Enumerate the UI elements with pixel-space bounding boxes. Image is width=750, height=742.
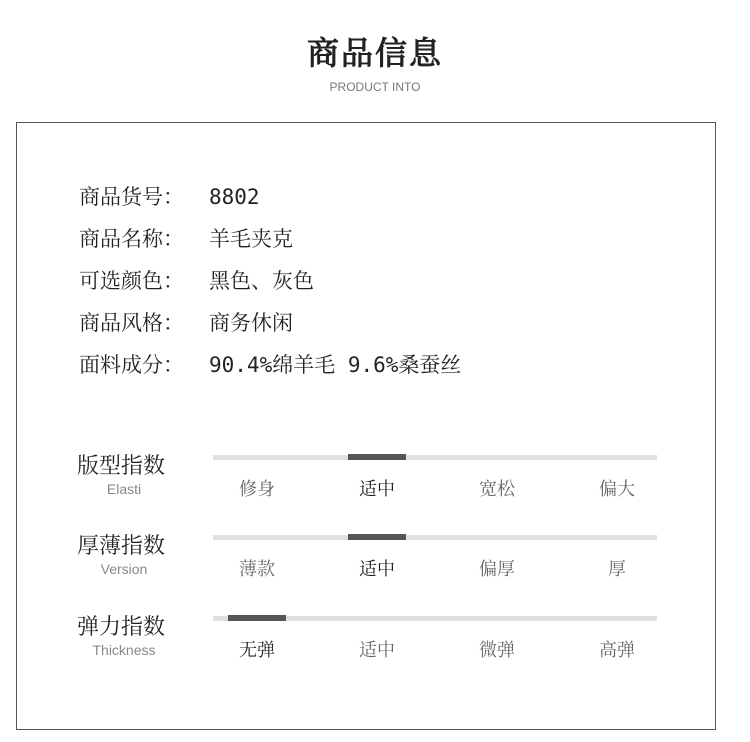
index-subtitle: Elasti [106, 481, 142, 497]
info-value: 黑色、灰色 [209, 269, 314, 293]
thickness-index [17, 529, 717, 599]
index-option: 高弹 [599, 640, 635, 661]
info-value: 8802 [209, 185, 260, 209]
index-track [213, 455, 657, 460]
index-option: 适中 [359, 640, 395, 661]
index-title: 厚薄指数 [77, 534, 166, 559]
info-label: 商品名称： [79, 227, 184, 251]
info-label: 可选颜色： [79, 269, 184, 293]
index-option: 微弹 [479, 640, 515, 661]
elasticity-index [17, 610, 717, 680]
index-subtitle: Version [100, 561, 148, 577]
index-option: 修身 [239, 479, 275, 500]
index-title: 版型指数 [77, 454, 166, 479]
info-label: 商品风格： [79, 311, 184, 335]
info-row-style [79, 307, 293, 339]
info-row-colors [79, 265, 314, 297]
info-row-fabric [79, 349, 461, 381]
index-track [213, 535, 657, 540]
fit-index [17, 449, 717, 519]
info-label: 面料成分： [79, 353, 184, 377]
index-track [213, 616, 657, 621]
index-option: 偏大 [599, 479, 635, 500]
info-row-sku [79, 181, 260, 213]
index-option: 适中 [359, 559, 395, 580]
info-value: 商务休闲 [209, 311, 293, 335]
product-info-panel [16, 122, 716, 730]
index-options [197, 555, 677, 581]
info-row-name [79, 223, 293, 255]
index-option: 偏厚 [479, 559, 515, 580]
index-marker [348, 454, 406, 460]
info-value: 羊毛夹克 [209, 227, 293, 251]
index-option: 无弹 [239, 640, 275, 661]
index-options [197, 636, 677, 662]
page-subtitle: PRODUCT INTO [329, 80, 421, 94]
index-marker [228, 615, 286, 621]
info-value: 90.4%绵羊毛 9.6%桑蚕丝 [209, 353, 462, 377]
index-subtitle: Thickness [92, 642, 156, 658]
index-option: 薄款 [239, 559, 275, 580]
index-marker [348, 534, 406, 540]
index-title: 弹力指数 [77, 615, 166, 640]
index-option: 宽松 [479, 479, 515, 500]
info-label: 商品货号： [79, 185, 184, 209]
page-title: 商品信息 [306, 34, 443, 72]
index-option: 适中 [359, 479, 395, 500]
index-options [197, 475, 677, 501]
index-option: 厚 [608, 559, 626, 580]
